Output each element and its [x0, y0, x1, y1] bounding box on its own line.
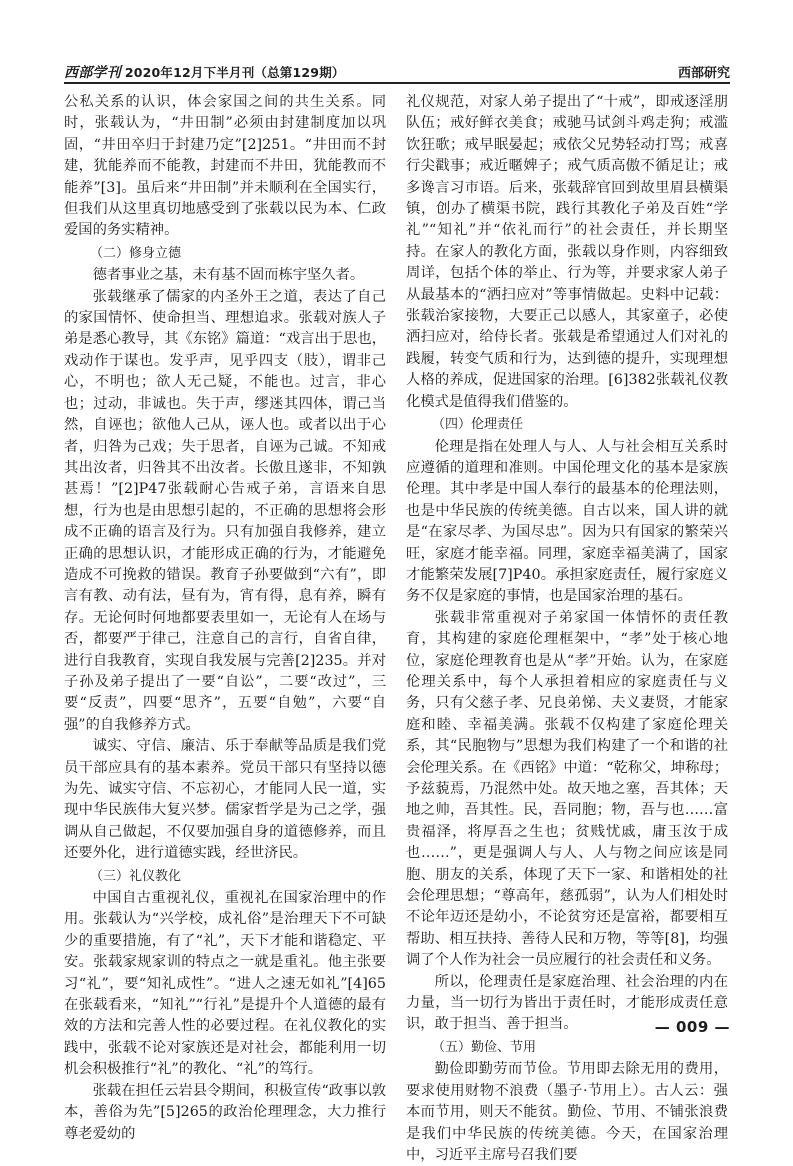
body-paragraph: 诚实、守信、廉洁、乐于奉献等品质是我们党员干部应具有的基本素养。党员干部只有坚持以德为先、诚实守信、不忘初心，才能同人民一道，实现中华民族伟大复兴梦。儒家哲学是为己之学，强调从自己做起，不仅要加强自身的道德修养，而且还要外化，进行道德实践，经世济民。: [64, 738, 386, 862]
section-heading: （三）礼仪教化: [90, 868, 182, 884]
page-number: — 009 —: [654, 1018, 730, 1036]
section-title: 西部研究: [677, 66, 730, 81]
body-paragraph: 伦理是指在处理人与人、人与社会相互关系时应遵循的道理和准则。中国伦理文化的基本是家族伦理。其中孝是中国人奉行的最基本的伦理法则，也是中华民族的传统美德。自古以来，国人讲的就是“在家尽孝、为国尽忠”。因为只有国家的繁荣兴旺，家庭才能幸福。同理，家庭幸福美满了，国家才能繁荣发展[7]P40。承担家庭责任，履行家庭义务不仅是家庭的事情，也是国家治理的基石。: [406, 438, 728, 605]
body-paragraph: 张载继承了儒家的内圣外王之道，表达了自己的家国情怀、使命担当、理想追求。张载对族人子弟是悉心教导，其《东铭》篇道：“戏言出于思也，戏动作于谋也。发乎声，见乎四支（肢），谓非己心，不明也；欲人无己疑，不能也。过言，非心也；过动，非诚也。失于声，缪迷其四体，谓己当然，自诬也；欲他人己从，诬人也。或者以出于心者，归咎为己戏；失于思者，自诬为己诚。不知戒其出汝者，归咎其不出汝者。长傲且遂非，不知孰甚焉！”[2]P47张载耐心告戒子弟，言语来自思想，行为也是由思想引起的，不正确的思想将会形成不正确的语言及行为。只有加强自我修养，建立正确的思想认识，才能形成正确的行为，才能避免造成不可挽救的错误。教育子孙要做到“六有”，即言有教、动有法，昼有为，宵有得，息有养，瞬有存。无论何时何地都要表里如一，无论有人在场与否，都要严于律己，注意自己的言行，自省自律，进行自我教育，实现自我发展与完善[2]235。并对子孙及弟子提出了一要“自讼”，二要“改过”，三要“反责”，四要“思齐”，五要“自勉”，六要“自强”的自我修养方式。: [64, 288, 386, 733]
body-paragraph: 公私关系的认识，体会家国之间的共生关系。同时，张载认为，“井田制”必须由封建制度加以巩固，“井田卒归于封建乃定”[2]251。“井田而不封建，犹能养而不能教，封建而不井田，犹能教而不能养”[3]。虽后来“井田制”并未顺利在全国实行，但我们从这里真切地感受到了张载以民为本、仁政爱国的务实精神。: [64, 94, 386, 239]
journal-logo: 西部学刊: [64, 65, 121, 81]
body-paragraph: 勤俭即勤劳而节俭。节用即去除无用的费用，要求使用财物不浪费（墨子·节用上）。古人云：强本而节用，则天不能贫。勤俭、节用、不铺张浪费是我们中华民族的传统美德。今天，在国家治理中，习近平主席号召我们要: [406, 1061, 728, 1163]
right-column: [406, 92, 728, 1163]
body-paragraph: 中国自古重视礼仪，重视礼在国家治理中的作用。张载认为“兴学校，成礼俗”是治理天下不可缺少的重要措施，有了“礼”，天下才能和谐稳定、平安。张载家规家训的特点之一就是重礼。他主张要习“礼”，要“知礼成性”。“进人之速无如礼”[4]65在张载看来，“知礼”“行礼”是提升个人道德的最有效的方法和完善人性的必要过程。在礼仪教化的实践中，张载不论对家族还是对社会，都能利用一切机会积极推行“礼”的教化、“礼”的笃行。: [64, 890, 386, 1078]
body-paragraph: 张载非常重视对子弟家国一体情怀的责任教育，其构建的家庭伦理框架中，“孝”处于核心地位，家庭伦理教育也是从“孝”开始。认为，在家庭伦理关系中，每个人承担着相应的家庭责任与义务，只有父慈子孝、兄良弟悌、夫义妻贤，才能家庭和睦、幸福美满。张载不仅构建了家庭伦理关系，其“民胞物与”思想为我们构建了一个和谐的社会伦理关系。在《西铭》中道：“乾称父，坤称母；予兹藐焉，乃混然中处。故天地之塞，吾其体；天地之帅，吾其性。民，吾同胞；物，吾与也……富贵福泽，将厚吾之生也；贫贱忧戚，庸玉汝于成也……”，更是强调人与人、人与物之间应该是同胞、朋友的关系，体现了天下一家、和谐相处的社会伦理思想；“尊高年，慈孤弱”，认为人们相处时不论年迈还是幼小，不论贫穷还是富裕，都要相互帮助、相互扶持、善待人民和万物，等等[8]，均强调了个人作为社会一员应履行的社会责任和义务。: [406, 609, 728, 969]
section-heading: （二）修身立德: [90, 245, 182, 261]
issue-text: 2020年12月下半月刊（总第129期）: [124, 65, 345, 80]
header-divider: [64, 82, 730, 84]
running-header: [64, 58, 730, 82]
journal-issue-line: [64, 62, 345, 82]
section-heading: （四）伦理责任: [432, 417, 524, 433]
body-paragraph: 礼仪规范，对家人弟子提出了“十戒”，即戒逐淫朋队伍；戒好鲜衣美食；戒驰马试剑斗鸡走狗；戒滥饮狂歌；戒早眠晏起；戒依父兄势轻动打骂；戒喜行尖戳事；戒近暱婢子；戒气质高傲不循足让；戒多谗言习市语。后来，张载辞官回到故里眉县横渠镇，创办了横渠书院，践行其教化子弟及百姓“学礼”“知礼”并“依礼而行”的社会责任，并长期坚持。在家人的教化方面，张载以身作则，内容细致周详，包括个体的举止、行为等，并要求家人弟子从最基本的“洒扫应对”等事情做起。史料中记载：张载治家接物，大要正己以感人，其家童子，必使洒扫应对，给侍长者。张载是希望通过人们对礼的践履，转变气质和行为，达到德的提升，实现理想人格的养成，促进国家的治理。[6]382张载礼仪教化模式是值得我们借鉴的。: [406, 94, 728, 410]
section-heading: （五）勤俭、节用: [432, 1039, 537, 1055]
body-paragraph: 所以，伦理责任是家庭治理、社会治理的内在力量，当一切行为皆出于责任时，才能形成责任意识，敢于担当、善于担当。: [406, 973, 728, 1033]
left-column: [64, 92, 386, 1142]
body-paragraph: 德者事业之基，未有基不固而栋宇坚久者。: [92, 267, 365, 284]
body-paragraph: 张载在担任云岩县令期间，积极宣传“政事以敦本，善俗为先”[5]265的政治伦理理念，大力推行尊老爱幼的: [64, 1082, 386, 1142]
